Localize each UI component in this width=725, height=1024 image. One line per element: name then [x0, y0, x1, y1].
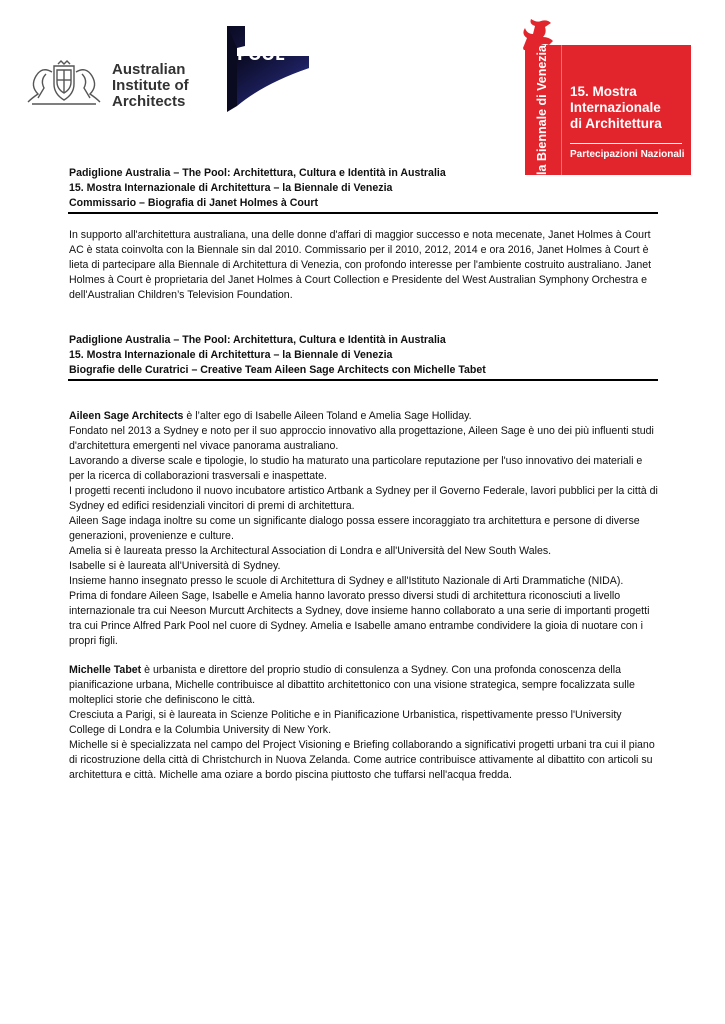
biennale-logo [517, 18, 691, 175]
section2-heading-line-1: Padiglione Australia – The Pool: Architettura, Cultura e Identità in Australia [69, 334, 446, 346]
section1-rule [68, 212, 658, 214]
section2-rule [68, 379, 658, 381]
aileen-line-7: Insieme hanno insegnato presso le scuole di Architettura di Sydney e all'Istituto Nazionale di Arti Drammatiche (NIDA). [69, 575, 624, 587]
michelle-intro [69, 663, 659, 708]
aileen-line-4: Aileen Sage indaga inoltre su come un significante dialogo possa essere incoraggiato tra architettura e persone di diverse generazioni, provenienze e culture. [69, 515, 640, 542]
biennale-divider [561, 45, 562, 175]
aileen-line-1: Fondato nel 2013 a Sydney e noto per il suo approccio innovativo alla progettazione, Aileen Sage è uno dei più influenti studi d'architettura emergenti nel vivace panorama australiano. [69, 425, 654, 452]
michelle-name: Michelle Tabet [69, 664, 142, 676]
aia-logo [24, 58, 204, 110]
biennale-vertical-label: la Biennale di Venezia [535, 45, 549, 175]
aileen-line-3: I progetti recenti includono il nuovo incubatore artistico Artbank a Sydney per il Governo Federale, lavori pubblici per la città di Sydney ed edifici residenziali vincitori di premi di architettura. [69, 485, 658, 512]
biennale-title-1: 15. Mostra [570, 84, 637, 99]
section2-heading-line-2: 15. Mostra Internazionale di Architettura – la Biennale di Venezia [69, 349, 393, 361]
aileen-line-6: Isabelle si è laureata all'Università di Sydney. [69, 560, 281, 572]
biennale-title-2: Internazionale [570, 100, 661, 115]
section1-heading [69, 166, 659, 211]
biennale-underline [570, 143, 682, 144]
section1-paragraph: In supporto all'architettura australiana, una delle donne d'affari di maggior successo e nota mecenate, Janet Holmes à Court AC è stata coinvolta con la Biennale sin dal 2010. Commissario per il 2010, 2012, 2014 e ora 2016, Janet Holmes à Court è lieta di partecipare alla Biennale di Architettura di Venezia, con profondo interesse per l'ambiente costruito australiano. Janet Holmes à Court è proprietaria del Janet Holmes à Court Collection e Presidente del West Australian Symphony Orchestra e dell'Australian Children’s Television Foundation. [69, 229, 652, 301]
section2-heading-line-3: Biografie delle Curatrici – Creative Team Aileen Sage Architects con Michelle Tabet [69, 364, 486, 376]
aileen-line-5: Amelia si è laureata presso la Architectural Association di Londra e all'Università del New South Wales. [69, 545, 552, 557]
section1-heading-line-3: Commissario – Biografia di Janet Holmes à Court [69, 197, 319, 209]
pool-logo [223, 26, 311, 112]
michelle-line-2: Michelle si è specializzata nel campo del Project Visioning e Briefing collaborando a significativi progetti urbani tra cui il piano di ricostruzione della città di Christchurch in Nuova Zelanda. Come autrice contribuisce attivamente al dibattito con articoli su architettura e città. Michelle ama oziare a bordo piscina piuttosto che tuffarsi nell'acqua fredda. [69, 739, 655, 781]
section2-heading [69, 333, 659, 378]
aileen-intro [69, 409, 659, 424]
pool-logo-icon [223, 26, 311, 112]
aileen-line-2: Lavorando a diverse scale e tipologie, lo studio ha maturato una particolare reputazione per l'uso innovativo dei materiali e per la ricerca di collaborazioni trasversali e inaspettate. [69, 455, 643, 482]
biennale-subtitle: Partecipazioni Nazionali [570, 149, 685, 160]
aia-line-2: Institute of [112, 77, 189, 94]
aileen-line-8: Prima di fondare Aileen Sage, Isabelle e Amelia hanno lavorato presso diversi studi di architettura riconosciuti a livello internazionale tra cui Neeson Murcutt Architects a Sydney, dove insieme hanno collaborato a una serie di importanti progetti tra cui Prince Alfred Park Pool nel cuore di Sydney. Amelia e Isabelle amano entrambe condividere la gioia di nuotare con i propri figli. [69, 590, 650, 647]
pool-logo-text: POOL [237, 46, 286, 64]
section1-body [69, 228, 659, 303]
aia-line-3: Architects [112, 93, 186, 110]
biennale-title-3: di Architettura [570, 116, 662, 131]
section1-heading-line-1: Padiglione Australia – The Pool: Architettura, Cultura e Identità in Australia [69, 167, 446, 179]
aia-crest-icon [24, 60, 104, 106]
aileen-intro-text: è l’alter ego di Isabelle Aileen Toland e Amelia Sage Holliday. [183, 410, 472, 422]
michelle-line-1: Cresciuta a Parigi, si è laureata in Scienze Politiche e in Pianificazione Urbanistica, rispettivamente presso l'University College di Londra e la Columbia University di New York. [69, 709, 622, 736]
michelle-bio [69, 663, 659, 783]
aileen-bio [69, 409, 659, 649]
section1-heading-line-2: 15. Mostra Internazionale di Architettura – la Biennale di Venezia [69, 182, 393, 194]
aileen-name: Aileen Sage Architects [69, 410, 184, 422]
michelle-intro-text: è urbanista e direttore del proprio studio di consulenza a Sydney. Con una profonda conoscenza della pianificazione urbana, Michelle contribuisce al dibattito architettonico con una visione strategica, sempre focalizzata sulle molteplici storie che definiscono le città. [69, 664, 635, 706]
aia-line-1: Australian [112, 61, 186, 78]
